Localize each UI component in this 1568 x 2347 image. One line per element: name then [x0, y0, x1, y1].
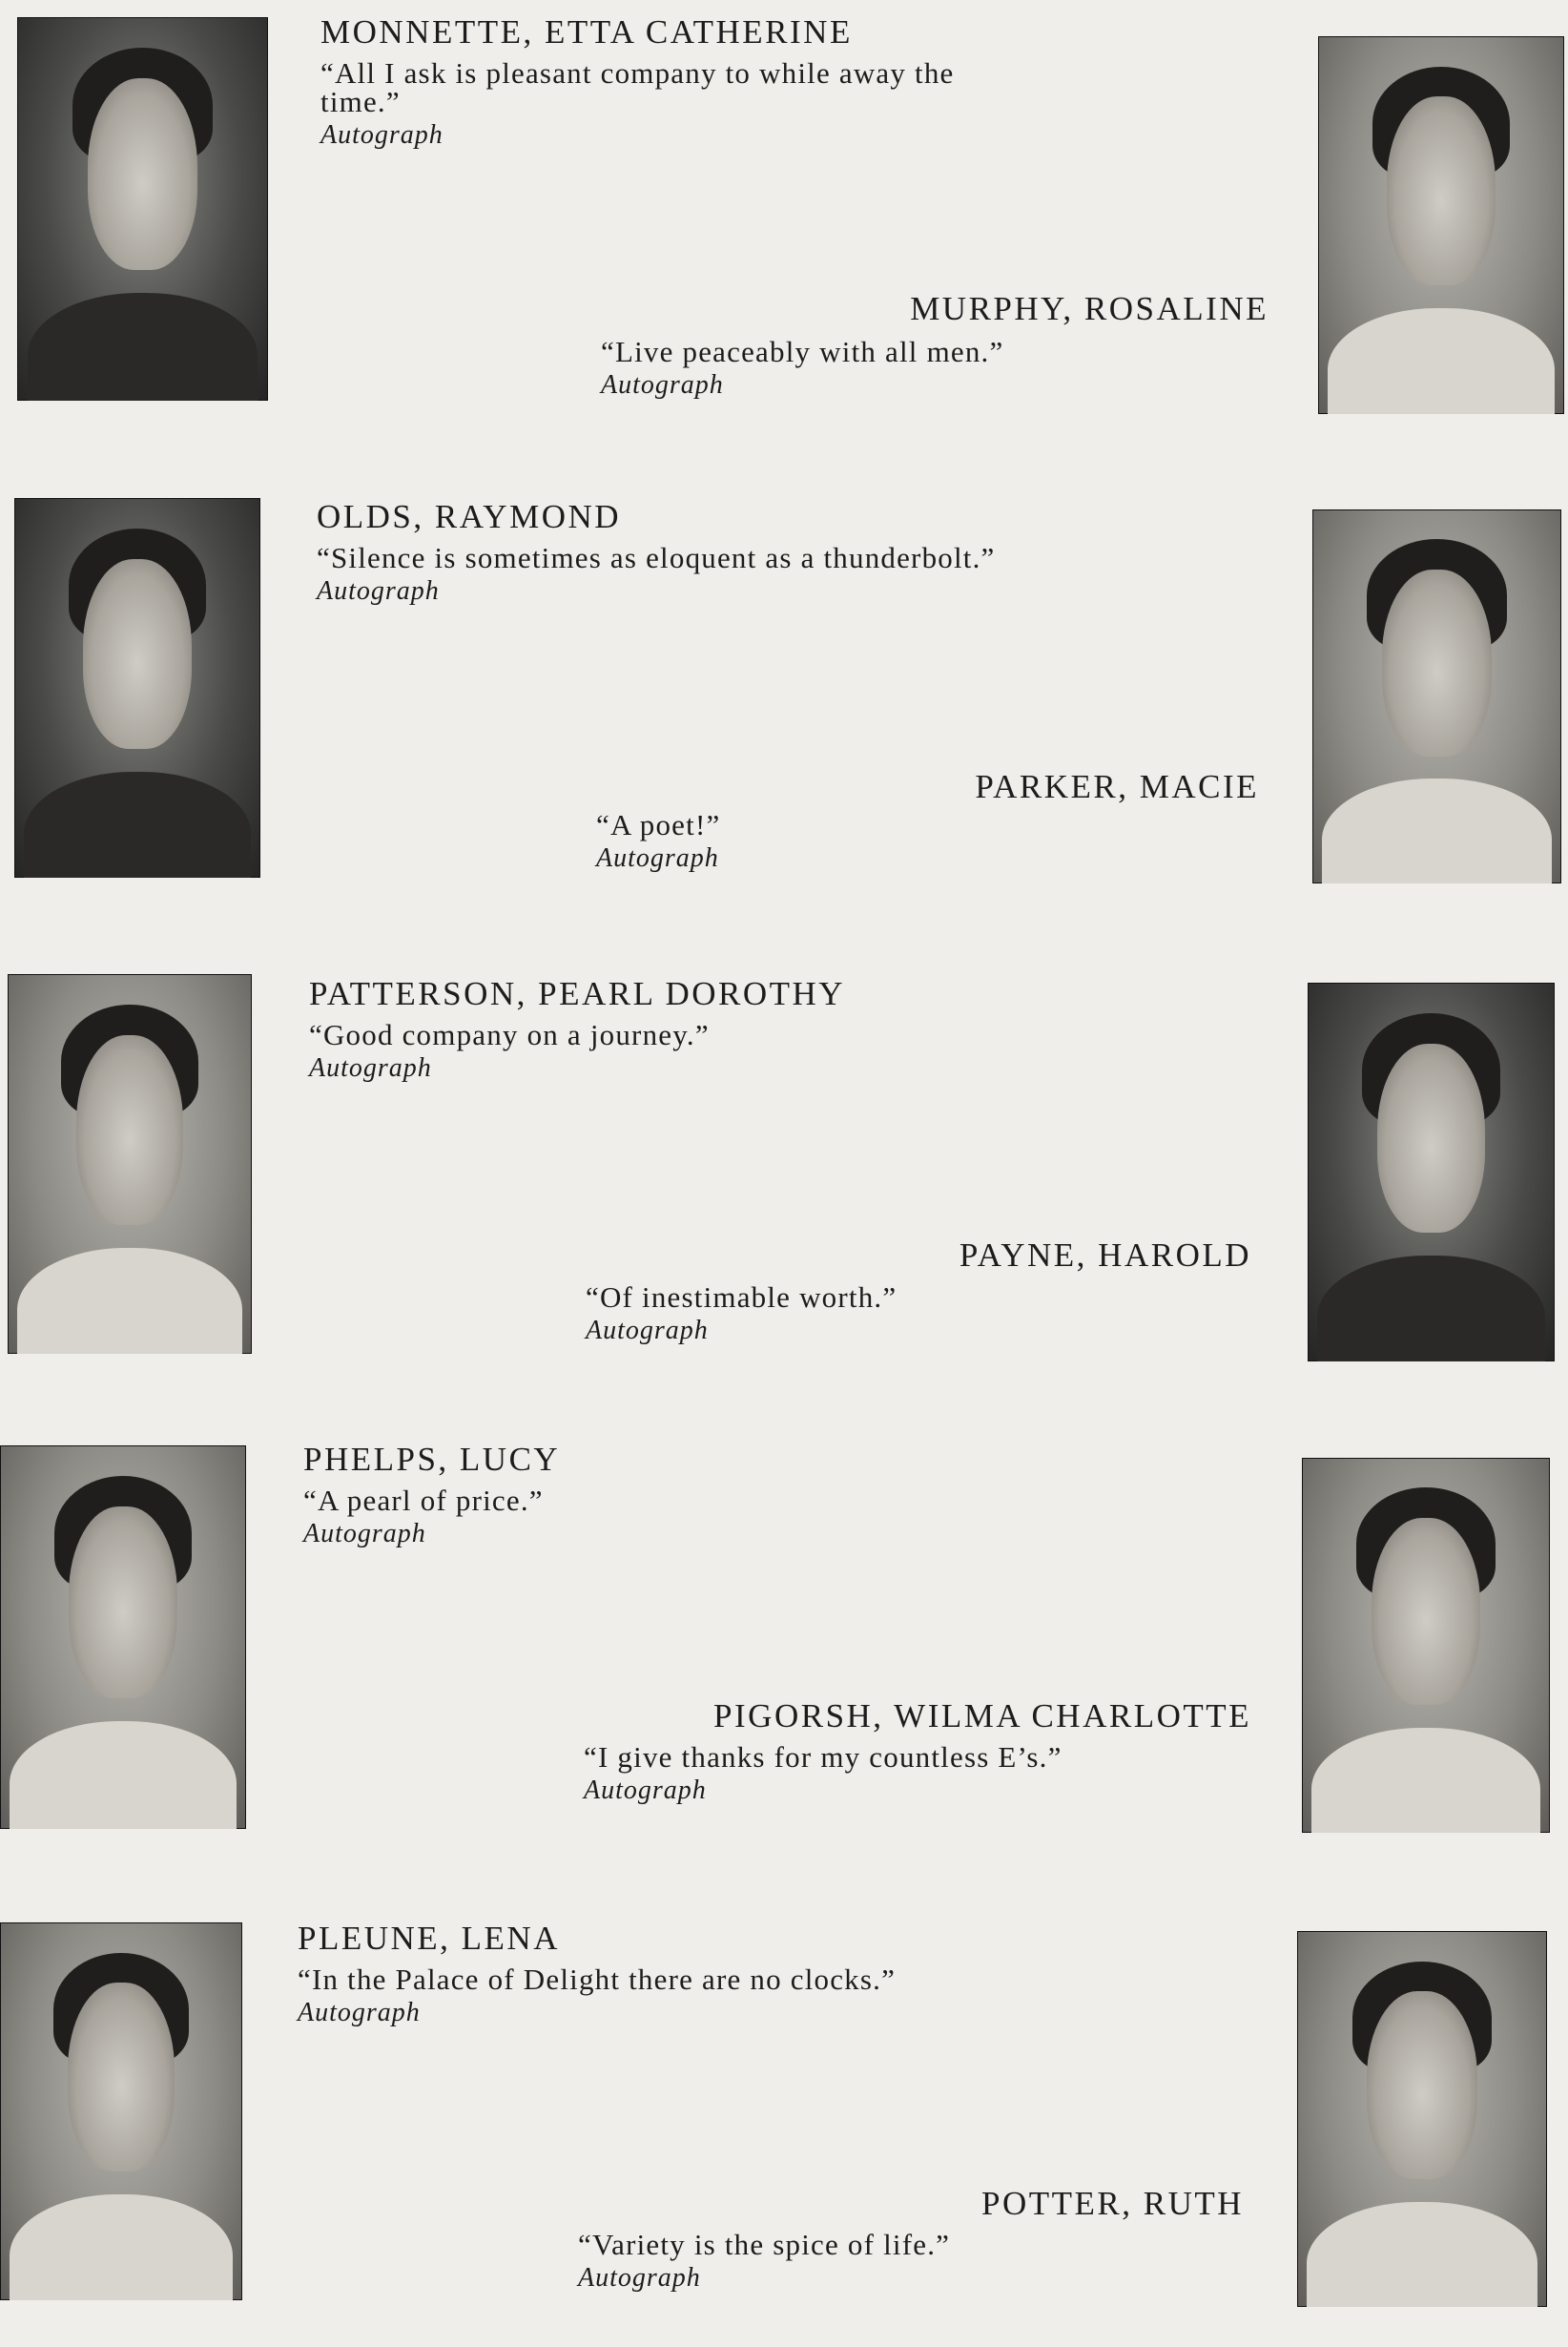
autograph-label: Autograph: [303, 1519, 426, 1548]
autograph-label: Autograph: [584, 1776, 707, 1805]
portrait-photo-murphy: [1318, 36, 1564, 414]
entry-monnette: [320, 13, 1007, 151]
student-name: MURPHY, ROSALINE: [910, 290, 1269, 327]
entry-payne-text: [586, 1280, 1253, 1346]
entry-pigorsh: [584, 1697, 1251, 1735]
student-name: OLDS, RAYMOND: [317, 498, 622, 535]
entry-olds: [317, 498, 1003, 607]
portrait-photo-monnette: [17, 17, 268, 401]
student-name: PLEUNE, LENA: [298, 1920, 560, 1957]
student-quote: “Live peaceably with all men.”: [601, 335, 1004, 368]
autograph-label: Autograph: [596, 843, 719, 873]
entry-pigorsh-text: [584, 1740, 1270, 1806]
portrait-photo-pleune: [0, 1922, 242, 2300]
portrait-photo-olds: [14, 498, 260, 878]
entry-murphy-text: [601, 335, 1269, 401]
portrait-photo-payne: [1308, 983, 1555, 1361]
entry-potter-text: [578, 2228, 1265, 2294]
portrait-photo-parker: [1312, 509, 1561, 883]
student-quote: “Of inestimable worth.”: [586, 1280, 897, 1314]
student-name: PAYNE, HAROLD: [959, 1236, 1251, 1274]
entry-pleune: [298, 1920, 984, 2028]
entry-patterson: [309, 975, 996, 1084]
autograph-label: Autograph: [298, 1998, 421, 2027]
autograph-label: Autograph: [586, 1316, 709, 1345]
student-quote: “A poet!”: [596, 808, 721, 841]
portrait-photo-phelps: [0, 1445, 246, 1829]
student-quote: “In the Palace of Delight there are no clocks.”: [298, 1963, 897, 1996]
entry-parker-text: [596, 808, 1264, 874]
student-quote: “A pearl of price.”: [303, 1484, 544, 1517]
student-quote: “Good company on a journey.”: [309, 1018, 710, 1051]
student-name: PARKER, MACIE: [975, 768, 1259, 805]
student-quote: “Silence is sometimes as eloquent as a thunderbolt.”: [317, 541, 996, 574]
autograph-label: Autograph: [317, 576, 440, 606]
entry-phelps: [303, 1441, 990, 1549]
entry-payne: [584, 1236, 1251, 1275]
student-name: POTTER, RUTH: [981, 2185, 1244, 2222]
entry-parker: [591, 768, 1259, 806]
student-name: PIGORSH, WILMA CHARLOTTE: [713, 1697, 1251, 1734]
portrait-photo-patterson: [8, 974, 252, 1354]
entry-potter: [576, 2185, 1244, 2223]
entry-murphy: [601, 290, 1269, 328]
student-quote: “Variety is the spice of life.”: [578, 2228, 951, 2261]
student-name: PATTERSON, PEARL DOROTHY: [309, 975, 846, 1012]
portrait-photo-pigorsh: [1302, 1458, 1550, 1833]
student-quote: “I give thanks for my countless E’s.”: [584, 1740, 1063, 1774]
student-name: MONNETTE, ETTA CATHERINE: [320, 13, 853, 51]
student-name: PHELPS, LUCY: [303, 1441, 561, 1478]
autograph-label: Autograph: [320, 120, 444, 150]
portrait-photo-potter: [1297, 1931, 1547, 2307]
autograph-label: Autograph: [601, 370, 724, 400]
autograph-label: Autograph: [578, 2263, 701, 2293]
student-quote: “All I ask is pleasant company to while away the time.”: [320, 56, 955, 118]
autograph-label: Autograph: [309, 1053, 432, 1083]
